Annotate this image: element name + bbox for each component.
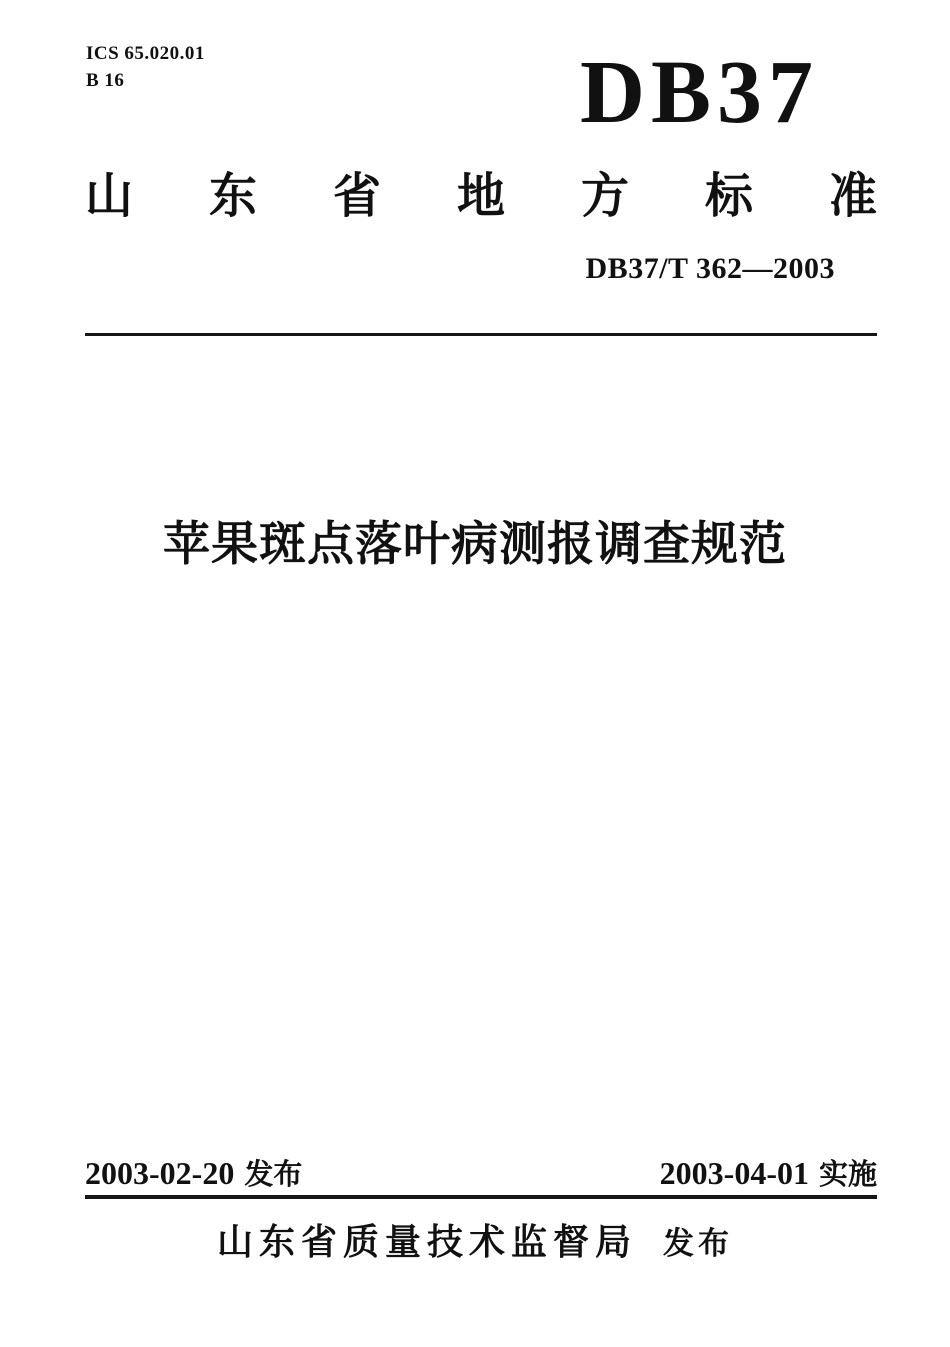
ics-classification-block [86, 40, 205, 94]
publisher-name: 山东省质量技术监督局 [216, 1221, 637, 1262]
issue-date-group [85, 1156, 302, 1192]
header-divider-rule [85, 333, 877, 336]
standard-type-line: 山东省地方标准 [85, 170, 877, 223]
standard-number: DB37/T 362—2003 [585, 252, 835, 285]
implementation-date: 2003-04-01 [659, 1155, 809, 1191]
issue-date: 2003-02-20 [85, 1155, 235, 1191]
footer-divider-rule [85, 1195, 877, 1199]
publisher-line [0, 1220, 950, 1263]
implementation-date-group [660, 1156, 877, 1192]
document-title: 苹果斑点落叶病测报调查规范 [163, 517, 787, 570]
publisher-action-label: 发布 [663, 1226, 733, 1261]
ics-code: ICS 65.020.01 [86, 43, 205, 64]
standard-code-logo: DB37 [579, 43, 819, 142]
footer-dates-row [85, 1156, 877, 1192]
issue-label: 发布 [244, 1159, 303, 1191]
implementation-label: 实施 [818, 1159, 877, 1191]
category-code: B 16 [86, 70, 125, 91]
